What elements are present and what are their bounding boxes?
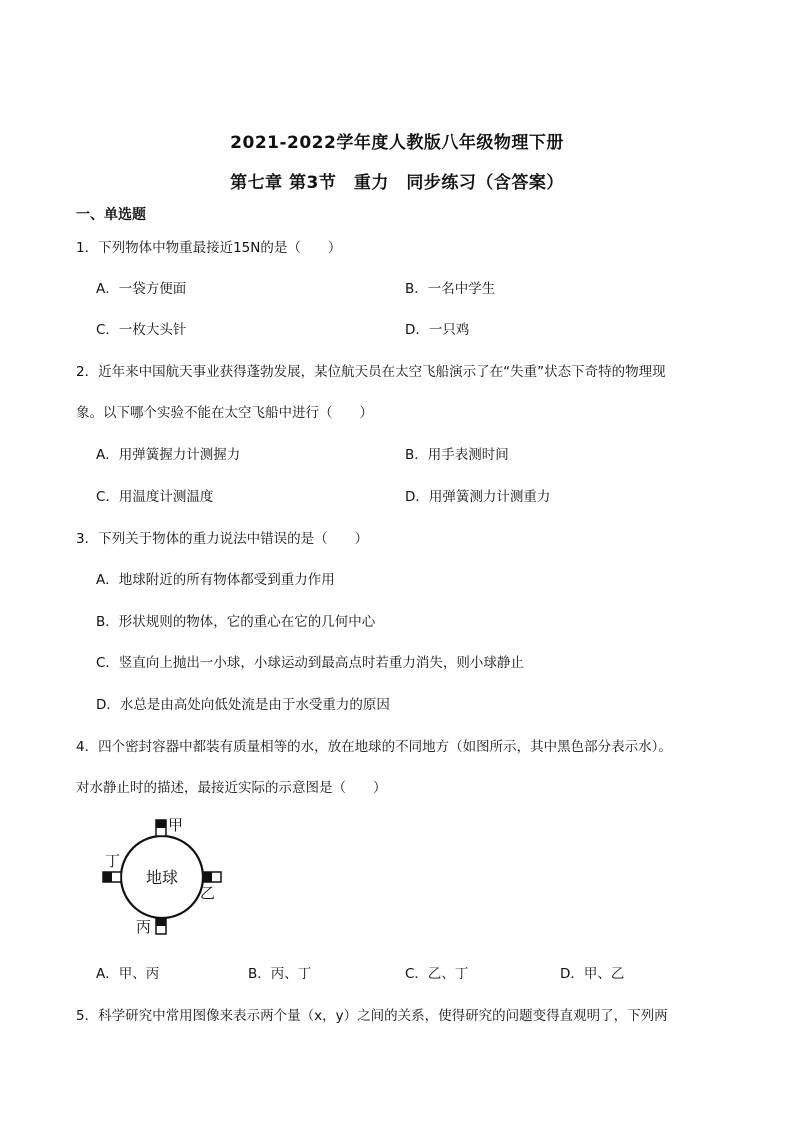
earth-containers-diagram [96,816,236,938]
question-4-option-c: C．乙、丁 [405,966,469,982]
question-1-stem: 1．下列物体中物重最接近15N的是（ ） [76,240,342,256]
container-jia [156,820,166,836]
question-4-option-b: B．丙、丁 [248,966,312,982]
question-3-option-c: C．竖直向上抛出一小球，小球运动到最高点时若重力消失，则小球静止 [96,655,524,671]
question-4-stem-line-1: 4．四个密封容器中都装有质量相等的水，放在地球的不同地方（如图所示，其中黑色部分表示水）。 [76,739,672,755]
question-2-option-c: C．用温度计测温度 [96,489,214,505]
question-4-stem-line-2: 对水静止时的描述，最接近实际的示意图是（ ） [76,780,387,796]
question-3-stem: 3．下列关于物体的重力说法中错误的是（ ） [76,531,369,547]
question-3-option-d: D．水总是由高处向低处流是由于水受重力的原因 [96,697,390,713]
question-1-option-c: C．一枚大头针 [96,322,187,338]
container-bing [156,918,166,934]
container-ding [103,872,121,882]
question-2-stem-line-1: 2．近年来中国航天事业获得蓬勃发展，某位航天员在太空飞船演示了在“失重”状态下奇特的物理现 [76,364,666,380]
question-5-stem: 5．科学研究中常用图像来表示两个量（x，y）之间的关系，使得研究的问题变得直观明了，下列两 [76,1008,668,1024]
label-bing: 丙 [136,918,152,936]
question-3-option-a: A．地球附近的所有物体都受到重力作用 [96,572,335,588]
section-heading: 一、单选题 [76,207,146,223]
label-jia: 甲 [168,816,184,834]
question-4-option-d: D．甲、乙 [560,966,625,982]
question-2-option-d: D．用弹簧测力计测重力 [405,489,551,505]
earth-label: 地球 [145,868,179,887]
document-subtitle: 第七章 第3节 重力 同步练习（含答案） [230,173,564,193]
question-2-option-b: B．用手表测时间 [405,447,509,463]
container-yi [203,872,221,882]
label-ding: 丁 [105,852,121,870]
label-yi: 乙 [200,884,216,902]
question-2-option-a: A．用弹簧握力计测握力 [96,447,241,463]
question-1-option-a: A．一袋方便面 [96,281,187,297]
question-3-option-b: B．形状规则的物体，它的重心在它的几何中心 [96,614,376,630]
question-4-option-a: A．甲、丙 [96,966,160,982]
question-1-option-d: D．一只鸡 [405,322,470,338]
question-2-stem-line-2: 象。以下哪个实验不能在太空飞船中进行（ ） [76,405,373,421]
question-1-option-b: B．一名中学生 [405,281,496,297]
document-title: 2021-2022学年度人教版八年级物理下册 [230,133,564,153]
